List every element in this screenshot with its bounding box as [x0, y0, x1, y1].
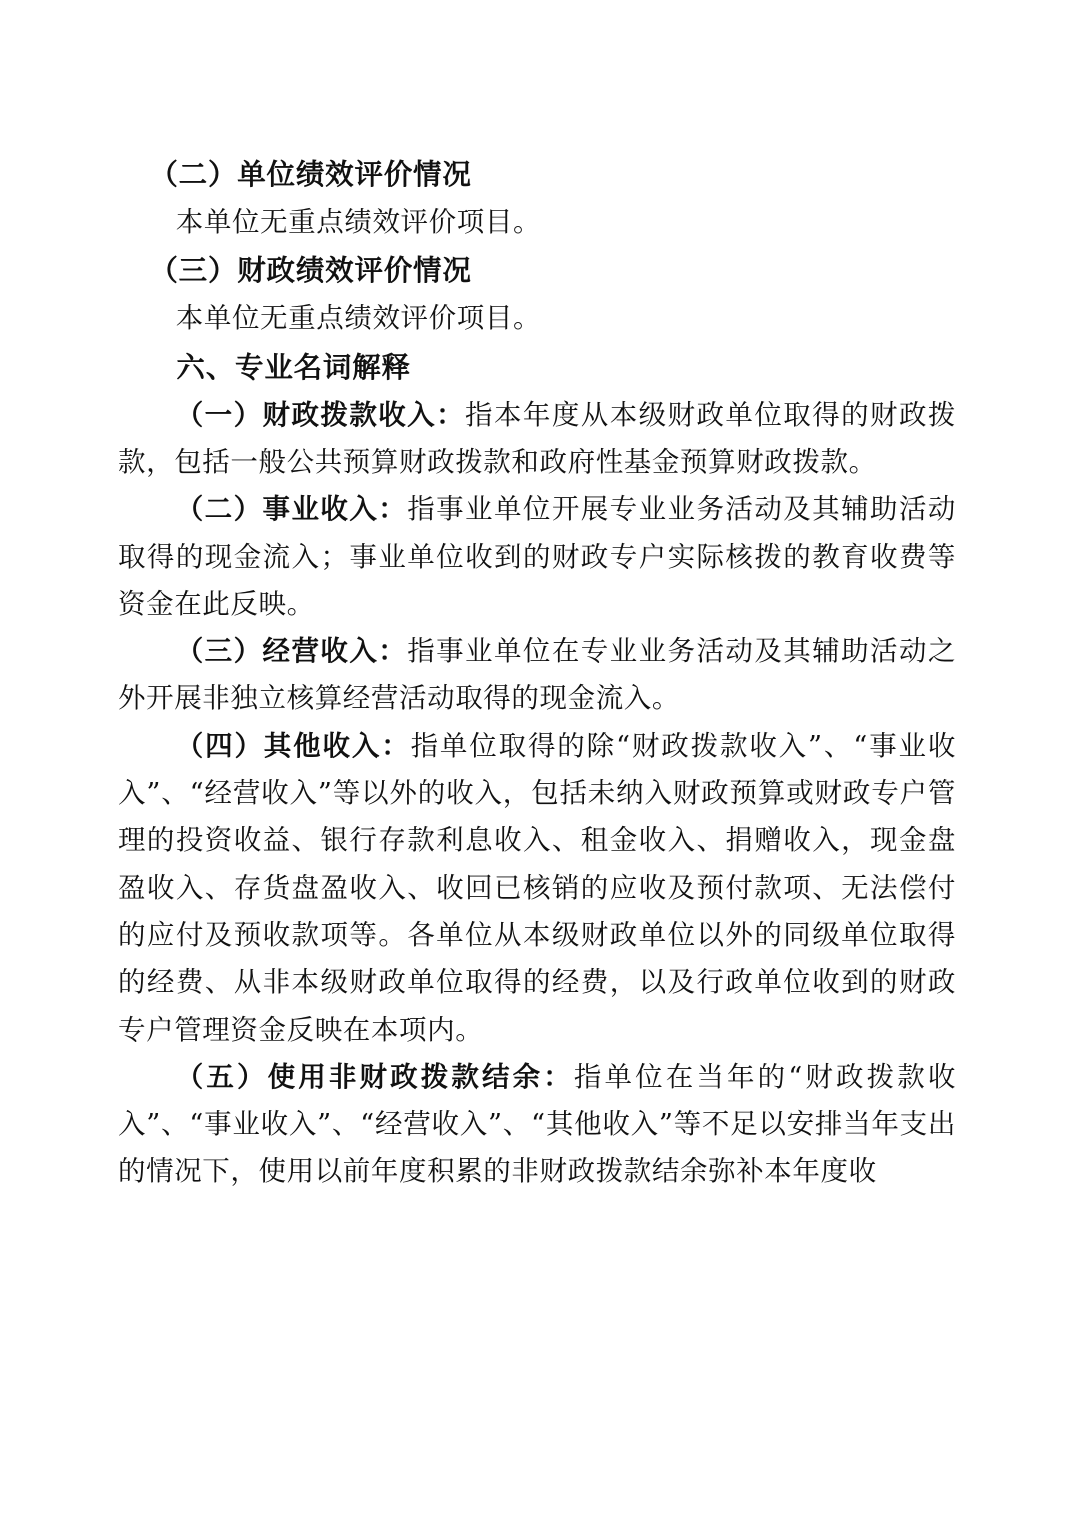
term-label: （二）事业收入： — [175, 493, 408, 526]
term-item-fiscal-appropriation-income — [118, 392, 956, 487]
term-label: （四）其他收入： — [175, 729, 411, 762]
term-item-use-of-non-fiscal-surplus — [118, 1054, 956, 1196]
term-text: 指事业单位在专业业务活动及其辅助活动之外开展非独立核算经营活动取得的现金流入。 — [118, 635, 956, 715]
paragraph-unit-performance-evaluation: 本单位无重点绩效评价项目。 — [175, 206, 542, 239]
section-heading-unit-performance-evaluation: （二）单位绩效评价情况 — [149, 157, 472, 191]
term-item-business-income — [118, 486, 956, 628]
term-item-other-income — [118, 723, 956, 1054]
term-label: （五）使用非财政拨款结余： — [175, 1060, 574, 1093]
term-text: 指事业单位开展专业业务活动及其辅助活动取得的现金流入；事业单位收到的财政专户实际核拨的教育收费等资金在此反映。 — [118, 493, 956, 620]
term-text: 指单位取得的除“财政拨款收入”、“事业收入”、“经营收入”等以外的收入，包括未纳入财政预算或财政专户管理的投资收益、银行存款利息收入、租金收入、捐赠收入，现金盘盈收入、存货盘盈收入、收回已核销的应收及预付款项、无法偿付的应付及预收款项等。各单位从本级财政单位以外的同级单位取得的经费、从非本级财政单位取得的经费，以及行政单位收到的财政专户管理资金反映在本项内。 — [118, 729, 956, 1046]
term-label: （三）经营收入： — [175, 635, 408, 668]
document-body — [118, 150, 956, 1196]
paragraph-fiscal-performance-evaluation: 本单位无重点绩效评价项目。 — [175, 302, 542, 335]
term-text: 指单位在当年的“财政拨款收入”、“事业收入”、“经营收入”、“其他收入”等不足以安排当年支出的情况下，使用以前年度积累的非财政拨款结余弥补本年度收 — [118, 1060, 956, 1188]
section-heading-fiscal-performance-evaluation: （三）财政绩效评价情况 — [149, 253, 472, 288]
section-heading-terminology: 六、专业名词解释 — [176, 349, 411, 384]
term-text: 指本年度从本级财政单位取得的财政拨款，包括一般公共预算财政拨款和政府性基金预算财政拨款。 — [118, 398, 957, 478]
term-item-operating-income — [118, 628, 956, 723]
term-label: （一）财政拨款收入： — [175, 398, 466, 431]
